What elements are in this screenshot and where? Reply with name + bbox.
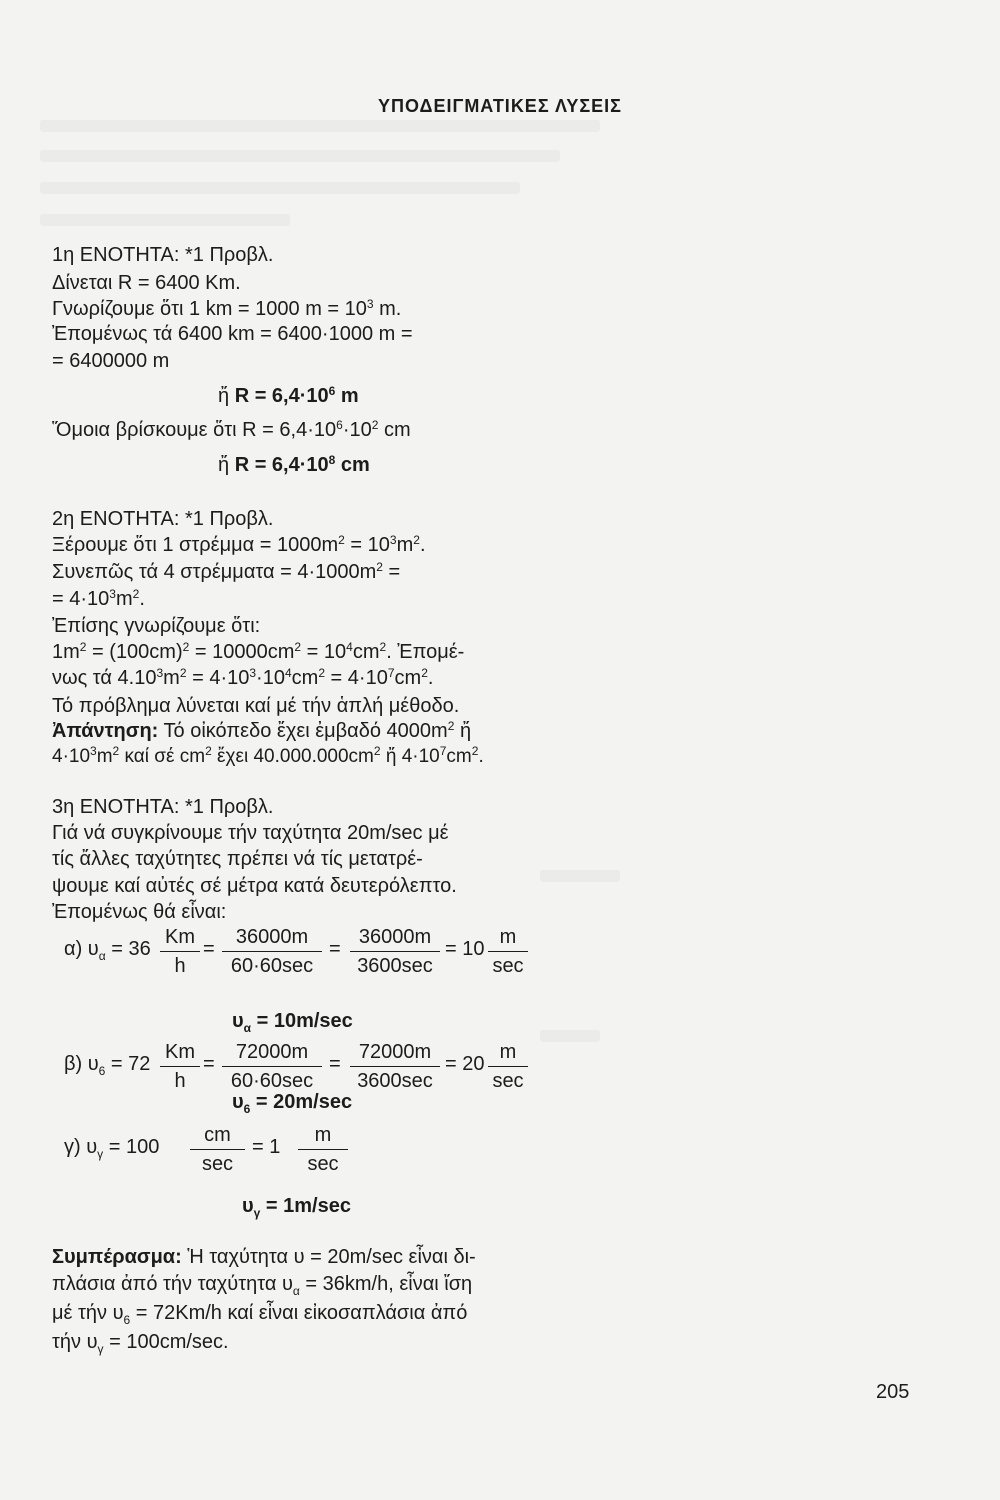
text-line: Ἐπομένως τά 6400 km = 6400·1000 m =	[52, 323, 413, 345]
conclusion-line: πλάσια ἀπό τήν ταχύτητα $\upsilon_\alpha = 36km/h$, εἶναι ἴση	[52, 1273, 473, 1298]
unit3-heading: 3η ΕΝΟΤΗΤΑ: *1 Προβλ.	[52, 796, 274, 818]
result-gamma: $\upsilon_\gamma = 1m/\sec$	[242, 1195, 351, 1220]
conclusion-line: Συμπέρασμα: Ἡ ταχύτητα υ = 20m/sec εἶναι δι-	[52, 1246, 476, 1268]
unit1-heading: 1η ΕΝΟΤΗΤΑ: *1 Προβλ.	[52, 244, 274, 266]
result-r-centimeters: ἤ $R = 6,4\cdot 10^8$ cm	[218, 453, 370, 476]
text-line: τίς ἄλλες ταχύτητες πρέπει νά τίς μετατρέ-	[52, 848, 423, 870]
text-line: Γιά νά συγκρίνουμε τήν ταχύτητα 20m/sec μέ	[52, 822, 449, 844]
answer-line: $4\cdot 10^3m^2$ καί σέ $cm^2$ ἔχει $40.000.000cm^2$ ἤ $4\cdot 10^7cm^2$.	[52, 744, 484, 767]
result-alpha: $\upsilon_\alpha = 10m/\sec$	[232, 1010, 353, 1035]
conclusion-line: τήν $\upsilon_\gamma = 100cm/\sec$.	[52, 1331, 229, 1356]
result-beta: $\upsilon_6 = 20m/\sec$	[232, 1091, 353, 1116]
text-line: Γνωρίζουμε ὅτι 1 km = 1000 $m = 10^3$ m.	[52, 297, 402, 320]
text-line: Δίνεται R = 6400 Km.	[52, 272, 241, 294]
text-line: νως τά $4.10^3m^2 = 4\cdot 10^3\cdot 10^4cm^2 = 4\cdot 10^7cm^2$.	[52, 666, 434, 689]
page-number: 205	[876, 1381, 910, 1403]
conclusion-line: μέ τήν $\upsilon_6 = 72Km/h$ καί εἶναι εἰκοσαπλάσια ἀπό	[52, 1302, 468, 1327]
answer-line: Ἀπάντηση: Τό οἰκόπεδο ἔχει ἐμβαδό $4000m^2$ ἤ	[52, 719, 472, 742]
text-line: ψουμε καί αὐτές σέ μέτρα κατά δευτερόλεπτο.	[52, 875, 457, 897]
text-line: $1m^2 = (100cm)^2 = 10000cm^2 = 10^4cm^2$. Ἐπομέ-	[52, 640, 465, 663]
result-r-meters: ἤ $R = 6,4\cdot 10^6$ m	[218, 384, 359, 407]
text-line: = 6400000 m	[52, 350, 170, 372]
page-title: ΥΠΟΔΕΙΓΜΑΤΙΚΕΣ ΛΥΣΕΙΣ	[378, 96, 622, 116]
text-line: Τό πρόβλημα λύνεται καί μέ τήν ἁπλή μέθοδο.	[52, 695, 460, 717]
unit2-heading: 2η ΕΝΟΤΗΤΑ: *1 Προβλ.	[52, 508, 274, 530]
text-line: Ἐπίσης γνωρίζουμε ὅτι:	[52, 615, 261, 637]
text-line: Συνεπῶς τά 4 $\sigma\tau\rho έ\mu\mu\alpha\tau\alpha = 4\cdot 1000m^2$ =	[52, 560, 401, 583]
text-line: = $4\cdot 10^3m^2$.	[52, 587, 145, 610]
text-line: Ὅμοια βρίσκουμε ὅτι $R = 6,4\cdot 10^6\cdot 10^2$ cm	[52, 418, 411, 441]
text-line: Ἐπομένως θά εἶναι:	[52, 901, 227, 923]
text-line: Ξέρουμε ὅτι 1 $\sigma\tau\rho έ\mu\mu\alpha = 1000m^2 = 10^3m^2$.	[52, 533, 426, 556]
